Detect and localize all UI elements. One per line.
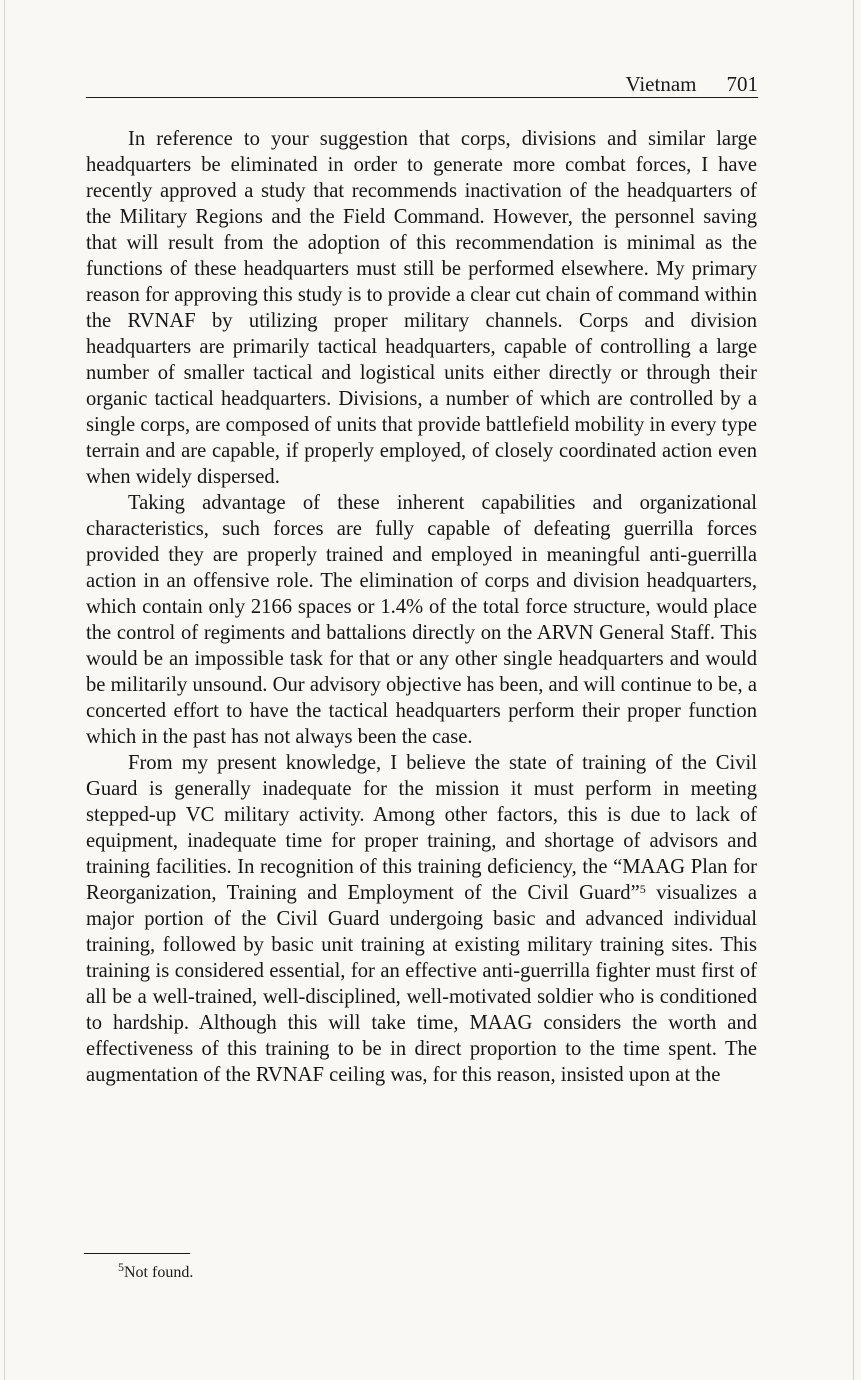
header-rule (86, 97, 758, 98)
paragraph-1: In reference to your suggestion that corps, divisions and similar large headquarters be eliminated in order to generate more combat forces, I have recently approved a study that recommends inactivation of the headquarters of the Military Regions and the Field Command. However, the personnel saving that will result from the adoption of this recommendation is minimal as the functions of these headquarters must still be performed elsewhere. My primary reason for approving this study is to provide a clear cut chain of command within the RVNAF by utilizing proper military channels. Corps and division headquarters are primarily tactical headquarters, capable of controlling a large number of smaller tactical and logistical units either directly or through their organic tactical headquarters. Divisions, a number of which are controlled by a single corps, are composed of units that provide battlefield mobility in every type terrain and are capable, if properly employed, of closely coordinated action even when widely dispersed. (86, 128, 757, 488)
page-edge-right (853, 0, 854, 1380)
running-head (86, 70, 758, 98)
footnote-reference: 5 (639, 882, 646, 896)
paragraph-2: Taking advantage of these inherent capabilities and organizational characteristics, such forces are fully capable of defeating guerrilla forces provided they are properly trained and employed in meaningful anti-guerrilla action in an offensive role. The elimination of corps and division headquarters, which contain only 2166 spaces or 1.4% of the total force structure, would place the control of regiments and battalions directly on the ARVN General Staff. This would be an impossible task for that or any other single headquarters and would be militarily unsound. Our advisory objective has been, and will continue to be, a concerted effort to have the tactical headquarters perform their proper function which in the past has not always been the case. (86, 492, 757, 748)
footnote-marker: 5 (118, 1260, 124, 1274)
page-edge-left (4, 0, 5, 1380)
footnote-text: Not found. (124, 1264, 194, 1281)
page-number: 701 (726, 72, 758, 96)
footnote-rule (84, 1253, 190, 1254)
paragraph-3-part-b: visualizes a major portion of the Civil Guard undergoing basic and advanced individual training, followed by basic unit training at existing military training sites. This training is considered essential, for an effective anti-guerrilla fighter must first of all be a well-trained, well-disciplined, well-motivated soldier who is conditioned to hardship. Although this will take time, MAAG considers the worth and effectiveness of this training to be in direct proportion to the time spent. The augmentation of the RVNAF ceiling was, for this reason, insisted upon at the (86, 882, 757, 1086)
body-text (86, 126, 757, 1088)
paragraph-3-part-a: From my present knowledge, I believe the state of training of the Civil Guard is generally inadequate for the mission it must perform in meeting stepped-up VC military activity. Among other factors, this is due to lack of equipment, inadequate time for proper training, and shortage of advisors and training facilities. In recognition of this training deficiency, the “MAAG Plan for Reorganization, Training and Employment of the Civil Guard” (86, 752, 757, 904)
paragraph-3 (86, 750, 757, 1088)
running-head-title: Vietnam (625, 72, 697, 96)
footnote (118, 1262, 193, 1284)
